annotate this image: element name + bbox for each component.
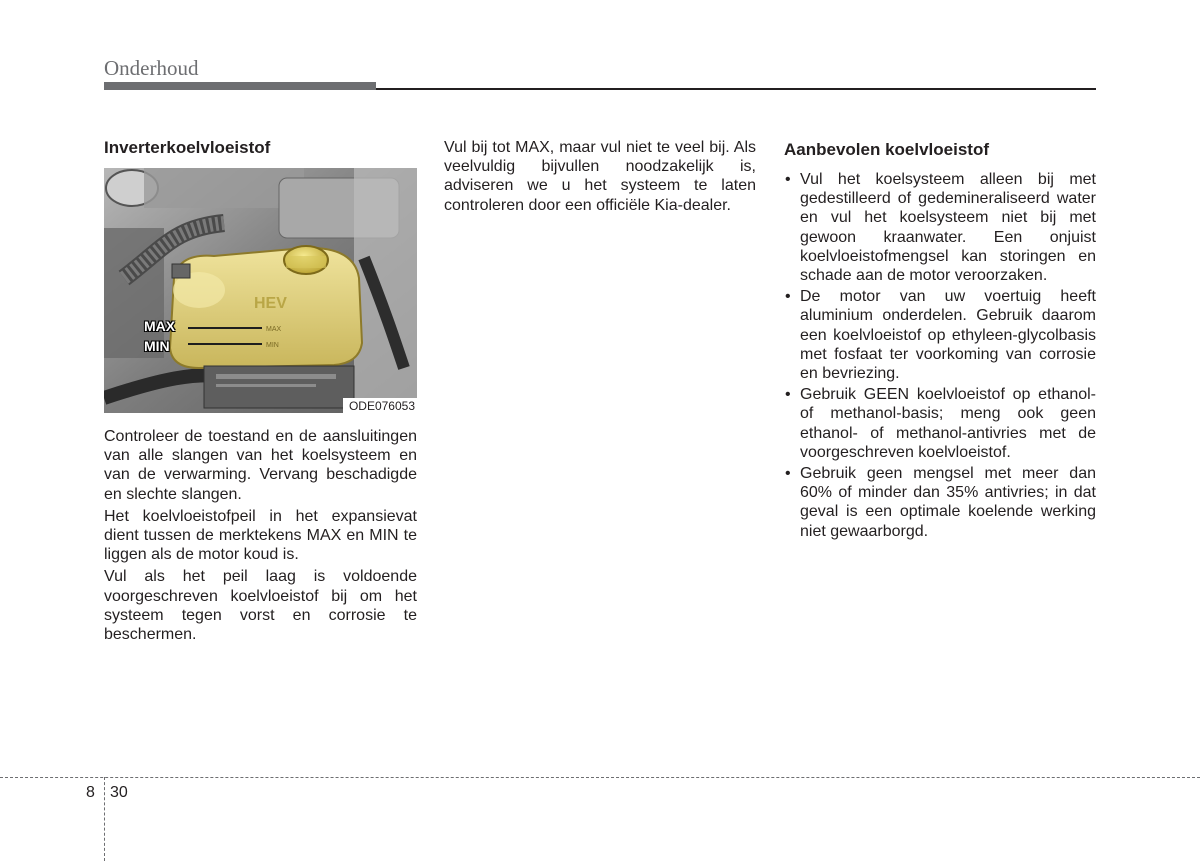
column-right <box>784 140 1096 543</box>
page-header-title: Onderhoud <box>104 56 199 80</box>
list-item: • De motor van uw voertuig heeft aluminium onderdelen. Gebruik daarom een koelvloeistof op ethyleen-glycolbasis met fosfaat ter voorkoming van corrosie en bevriezing. <box>784 287 1096 383</box>
chapter-number: 8 <box>86 784 95 801</box>
paragraph: Vul bij tot MAX, maar vul niet te veel bij. Als veelvuldig bijvullen noodzakelijk is, adviseren we u het systeem te laten controleren door een officiële Kia-dealer. <box>444 139 756 214</box>
reservoir-emboss-text: HEV <box>254 295 287 312</box>
column-middle <box>444 138 756 218</box>
section-heading-inverter-coolant: Inverterkoelvloeistof <box>104 138 271 157</box>
header-rule-thick <box>104 82 376 90</box>
figure-label-max: MAX <box>144 318 176 334</box>
recommended-coolant-list <box>784 170 1096 541</box>
inverter-coolant-text <box>104 427 417 644</box>
footer-divider <box>104 777 105 861</box>
header-rule-thin <box>376 88 1096 90</box>
column-left <box>104 138 417 647</box>
footer-rule <box>0 777 1200 778</box>
engine-bay-illustration <box>104 168 417 413</box>
paragraph: Het koelvloeistofpeil in het expansievat dient tussen de merktekens MAX en MIN te liggen als de motor koud is. <box>104 507 417 564</box>
paragraph: Vul als het peil laag is voldoende voorgeschreven koelvloeistof bij om het systeem tegen vorst en corrosie te beschermen. <box>104 568 417 644</box>
list-item: • Vul het koelsysteem alleen bij met gedestilleerd of gedemineraliseerd water en vul het koelsysteem niet bij met gewoon kraanwater. Een onjuist koelvloeistofmengsel kan storingen en schade aan de motor veroorzaken. <box>784 170 1096 285</box>
paragraph: Controleer de toestand en de aansluitingen van alle slangen van het koelsysteem en van de verwarming. Vervang beschadigde en slechte slangen. <box>104 428 417 503</box>
page-number: 30 <box>110 784 128 801</box>
reservoir-max-mark: MAX <box>266 326 282 333</box>
figure-code: ODE076053 <box>343 398 417 413</box>
reservoir-min-mark: MIN <box>266 342 279 349</box>
figure-label-min: MIN <box>144 338 170 354</box>
list-item: • Gebruik GEEN koelvloeistof op ethanol- of methanol-basis; meng ook geen ethanol- of methanol-antivries met de voorgeschreven koelvloeistof. <box>784 385 1096 462</box>
engine-bay-figure <box>104 168 417 413</box>
list-item: • Gebruik geen mengsel met meer dan 60% of minder dan 35% antivries; in dat geval is een optimale koelende werking niet gewaarborgd. <box>784 464 1096 541</box>
section-heading-recommended-coolant: Aanbevolen koelvloeistof <box>784 140 989 159</box>
